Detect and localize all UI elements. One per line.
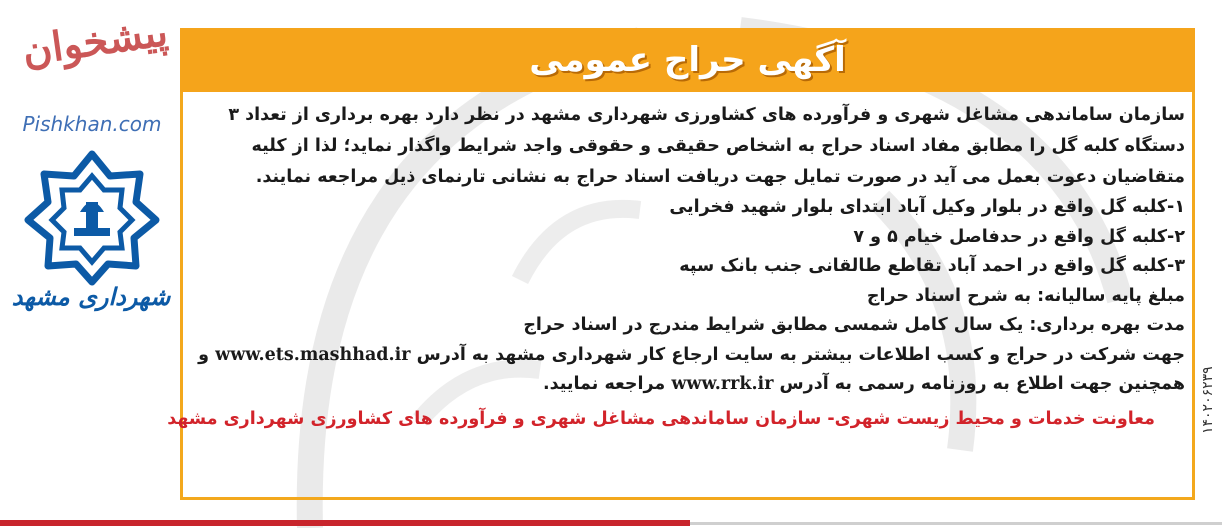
list-item: ۱-کلبه گل واقع در بلوار وکیل آباد ابتدای بلوار شهید فخرایی [669, 197, 1185, 217]
bottom-red-bar [0, 520, 690, 526]
mashhad-municipality-emblem-icon [22, 146, 162, 286]
base-price: مبلغ پایه سالیانه: به شرح اسناد حراج [866, 285, 1185, 306]
duration: مدت بهره برداری: یک سال کامل شمسی مطابق شرایط مندرج در اسناد حراج [523, 315, 1185, 335]
ad-footer: معاونت خدمات و محیط زیست شهری- سازمان ساماندهی مشاغل شهری و فرآورده های کشاورزی شهرداری مشهد [167, 408, 1155, 429]
bottom-gray-bar [690, 522, 1222, 525]
newspaper-after: مراجعه نمایید. [543, 374, 666, 394]
list-item: ۲-کلبه گل واقع در حدفاصل خیام ۵ و ۷ [853, 226, 1185, 247]
brand-name: پیشخوان [19, 8, 171, 75]
list-item: ۳-کلبه گل واقع در احمد آباد تقاطع طالقانی جنب بانک سپه [679, 256, 1185, 276]
logo-column [0, 0, 182, 330]
intro-paragraph: سازمان ساماندهی مشاغل شهری و فرآورده های کشاورزی شهرداری مشهد در نظر دارد بهره برداری از تعداد ۳ دستگاه کلبه گل را مطابق مفاد اسناد حراج به اشخاص حقیقی و حقوقی واجد شرایط واگذار نماید؛ لذا از کلیه متقاضیان دعوت بعمل می آید در صورت تمایل جهت دریافت اسناد حراج به نشانی تارنمای ذیل مراجعه نمایند. [228, 105, 1185, 187]
participation-text: جهت شرکت در حراج و کسب اطلاعات بیشتر به سایت ارجاع کار شهرداری مشهد به آدرس [416, 344, 1185, 365]
rrk-link[interactable]: www.rrk.ir [671, 374, 774, 394]
brand-site: Pishkhan.com [22, 112, 162, 136]
newspaper-text: همچنین جهت اطلاع به روزنامه رسمی به آدرس [779, 374, 1185, 394]
participation-and: و [198, 344, 210, 365]
ad-code: ۱۴۰۲۰۶۲۳۹ [1200, 366, 1216, 434]
ad-header [180, 28, 1195, 92]
participation-line [190, 341, 1185, 371]
municipality-name: شهرداری مشهد [11, 282, 171, 311]
newspaper-line [190, 370, 1185, 400]
ad-title: آگهی حراج عمومی [529, 40, 846, 80]
ets-link[interactable]: www.ets.mashhad.ir [215, 344, 411, 365]
ad-body [167, 100, 1185, 434]
